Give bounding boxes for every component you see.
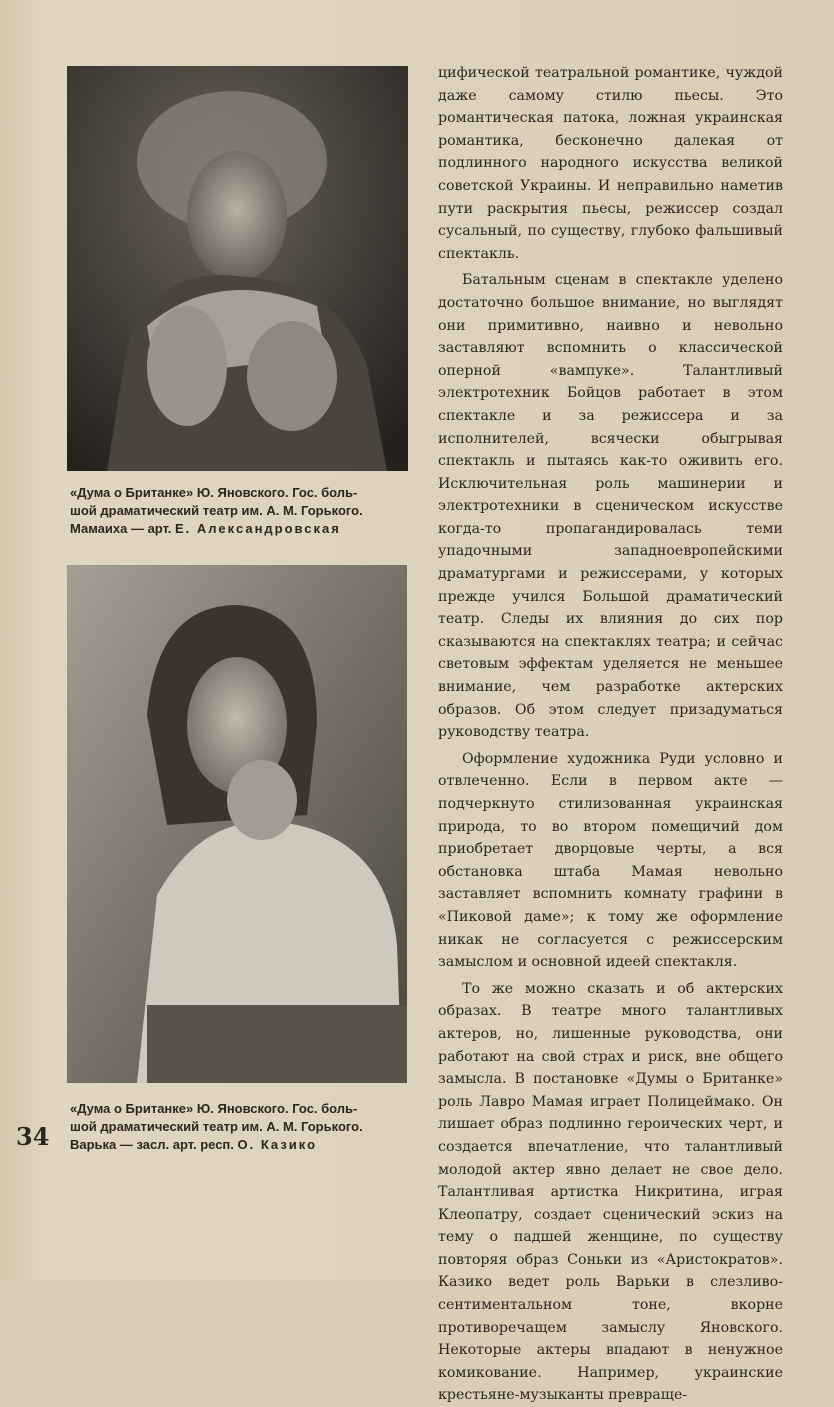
caption1-line3 bbox=[70, 520, 410, 538]
photo-mamaikha bbox=[67, 66, 408, 471]
caption2-actor: О. Казико bbox=[237, 1137, 318, 1152]
caption1-line2: шой драматический театр им. А. М. Горького. bbox=[70, 503, 363, 518]
caption-photo-varka bbox=[70, 1100, 408, 1154]
caption1-actor: Е. Александровская bbox=[175, 521, 341, 536]
photo-varka bbox=[67, 565, 407, 1083]
article-paragraph-4: То же можно сказать и об актерских образах. В театре много талантливых актеров, но, лишенные руководства, они работают на свой страх и риск, вне общего замысла. В постановке «Думы о Британке» роль Лавро Мамая играет Полицеймако. Он лишает образ подлинно героических черт, и создается впечатление, что талантливый молодой актер явно делает не свое дело. Талантливая артистка Никритина, играя Клеопатру, создает сценический эскиз на тему о падшей женщине, по существу повторяя образ Соньки из «Аристократов». Казико ведет роль Варьки в слезливо-сентиментальном тоне, вкорне противоречащем замыслу Яновского. Некоторые актеры впадают в ненужное комикование. Например, украинские крестьяне-музыканты превраще- bbox=[438, 980, 783, 1404]
caption-photo-mamaikha bbox=[70, 484, 410, 538]
caption2-line2: шой драматический театр им. А. М. Горького. bbox=[70, 1119, 363, 1134]
caption2-line3 bbox=[70, 1136, 408, 1154]
article-paragraph-1: цифической театральной романтике, чуждой даже самому стилю пьесы. Это романтическая патока, ложная украинская романтика, бесконечно далекая от подлинного народного искусства великой советской Украины. И неправильно наметив пути раскрытия пьесы, режиссер создал сусальный, по существу, глубоко фальшивый спектакль. bbox=[438, 65, 783, 262]
photo-varka-image bbox=[67, 565, 407, 1083]
photo-mamaikha-image bbox=[67, 66, 408, 471]
article-paragraph-2: Батальным сценам в спектакле уделено достаточно большое внимание, но выглядят они примитивно, наивно и невольно заставляют вспомнить о классической оперной «вампуке». Талантливый электротехник Бойцов работает в этом спектакле и за режиссера и за исполнителей, всячески обыгрывая спектакль и пытаясь как-то оживить его. Исключительная роль машинерии и электротехники в сценическом искусстве когда-то пропагандировалась теми упадочными западноевропейскими драматургами и режиссерами, у которых прежде учился Большой драматический театр. Следы их влияния до сих пор сказываются на спектаклях театра; и сейчас световым эффектам уделяется не меньшее внимание, чем разработке актерских образов. Об этом следует призадуматься руководству театра. bbox=[438, 272, 783, 741]
caption1-role: Мамаиха — арт. bbox=[70, 521, 176, 536]
article-column bbox=[438, 62, 783, 1407]
caption2-role: Варька — засл. арт. респ. bbox=[70, 1137, 238, 1152]
page-number: 34 bbox=[16, 1122, 50, 1151]
article-paragraph-3: Оформление художника Руди условно и отвлеченно. Если в первом акте — подчеркнуто стилизованная украинская природа, то во втором помещичий дом приобретает дворцовые черты, а вся обстановка штаба Мамая невольно заставляет вспомнить комнату графини в «Пиковой даме»; к тому же оформление никак не согласуется с режиссерским замыслом и основной идеей спектакля. bbox=[438, 750, 783, 971]
caption2-line1: «Дума о Британке» Ю. Яновского. Гос. боль- bbox=[70, 1101, 358, 1116]
caption1-line1: «Дума о Британке» Ю. Яновского. Гос. боль- bbox=[70, 485, 358, 500]
